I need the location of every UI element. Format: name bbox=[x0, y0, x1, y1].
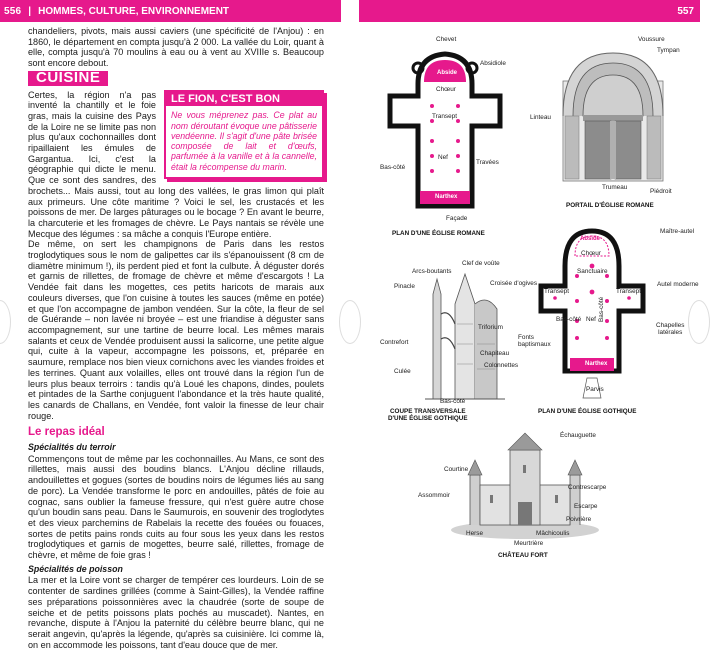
fion-box-title: LE FION, C'EST BON bbox=[166, 92, 322, 107]
page-gutter bbox=[341, 0, 359, 22]
left-column bbox=[28, 26, 324, 650]
croisee-dogives-label: Croisée d'ogives bbox=[490, 280, 538, 287]
absidiole-label: Absidiole bbox=[480, 60, 506, 67]
gothique-choeur-label: Chœur bbox=[581, 250, 601, 257]
header-separator: | bbox=[28, 5, 32, 17]
romane-transept-label: Transept bbox=[432, 113, 457, 120]
right-page-number: 557 bbox=[677, 5, 694, 17]
pinacle-label: Pinacle bbox=[394, 283, 415, 290]
cuisine-heading: CUISINE bbox=[28, 71, 108, 86]
intro-paragraph: chandeliers, pivots, mais aussi caviers (une spécificité de l'Anjou) : en 1860, le département en compta jusqu'à 2 000. La vallée du Loir, quant à elle, compta jusqu'à 70 moulins à eau ou à vent au XVIIIe s. Beaucoup sont encore debout. bbox=[28, 26, 324, 69]
gutter-thumb-tab bbox=[339, 300, 361, 344]
portail-drawing bbox=[555, 41, 670, 181]
repas-heading: Le repas idéal bbox=[28, 426, 105, 439]
clef-de-voute-label: Clef de voûte bbox=[462, 260, 500, 267]
left-thumb-tab bbox=[0, 300, 11, 344]
parvis-label: Parvis bbox=[586, 386, 604, 393]
gothique-transept-left-label: Transept bbox=[544, 288, 569, 295]
assommoir-label: Assommoir bbox=[418, 492, 450, 499]
facade-label: Façade bbox=[446, 215, 468, 222]
arcs-boutants-label: Arcs-boutants bbox=[412, 268, 452, 275]
contrescarpe-label: Contrescarpe bbox=[568, 484, 607, 491]
colonnettes-label: Colonnettes bbox=[484, 362, 519, 369]
gothique-bas-cote-vertical-label: Bas-côté bbox=[598, 296, 605, 322]
fonts-baptismaux-label: Fonts baptismaux bbox=[518, 334, 551, 349]
autel-moderne-label: Autel moderne bbox=[657, 281, 699, 288]
maitre-autel-label: Maître-autel bbox=[660, 228, 695, 235]
linteau-label: Linteau bbox=[530, 114, 551, 121]
gothique-nef-label: Nef bbox=[586, 316, 596, 323]
romane-plan-drawing bbox=[380, 26, 510, 236]
cuisine-paragraph-1: Certes, la région n'a pas inventé la chantilly et le foie gras, mais la cuisine des Pays de la Loire ne se limite pas non plus qu'aux cochonnailles dont ripaillaient les émules de Gargantua. Ici, c'est la géographie qui dicte le menu. Que ce sont des sandres, des brochets... Mais aussi, tout au long des vallées, le gras limon qui plaît aux primeurs. Une côte maritime ? Voici le sel, les crustacés et les poissons de mer. De larges pâturages ou le bocage ? En avant le beurre, la charcuterie et les fromages de chèvre. Le Pays nantais se révèle une Mecque des légumes : sa mâche a conquis l'Europe entière. bbox=[28, 89, 324, 239]
triforium-label: Triforium bbox=[478, 324, 503, 331]
cuisine-section bbox=[28, 90, 324, 422]
culee-label: Culée bbox=[394, 368, 411, 375]
section-title: HOMMES, CULTURE, ENVIRONNEMENT bbox=[38, 5, 230, 17]
trumeau-label: Trumeau bbox=[602, 184, 628, 191]
right-column-illustrations bbox=[380, 26, 700, 584]
portail-caption: PORTAIL D'ÉGLISE ROMANE bbox=[566, 202, 654, 209]
courtine-label: Courtine bbox=[444, 466, 469, 473]
contrefort-label: Contrefort bbox=[380, 339, 409, 346]
chateau-caption: CHÂTEAU FORT bbox=[498, 552, 548, 559]
romane-abside-label: Abside bbox=[437, 70, 458, 76]
escarpe-label: Escarpe bbox=[574, 503, 598, 510]
poisson-subheading: Spécialités de poisson bbox=[28, 563, 123, 574]
romane-narthex-label: Narthex bbox=[435, 194, 458, 200]
echauguette-label: Échauguette bbox=[560, 432, 596, 439]
gothique-transept-right-label: Transept bbox=[616, 288, 641, 295]
voussure-label: Voussure bbox=[638, 36, 665, 43]
coupe-bas-cote-label: Bas-côté bbox=[440, 398, 466, 405]
poivriere-label: Poivrière bbox=[566, 516, 592, 523]
romane-caption: PLAN D'UNE ÉGLISE ROMANE bbox=[392, 230, 485, 237]
cuisine-paragraph-2: De même, on sert les champignons de Paris dans les restos troglodytiques sous le nom de galipettes car ils s'épanouissent (8 cm de diamètre minimum !), ils perdent pied et font la culbute. À déguster dorés et garnis de rillettes, de fromage de chèvre et même d'escargots ! La Vendée fait dans les mogettes, ces petits haricots de marais aux couleurs diverses, que l'on cuisine à toutes les sauces (même en potée) et que l'on accompagne de jambon vendéen. Sur la côte, la fleur de sel de Guérande – non lavée ni broyée – est une friandise à déguster sans accompagnement, sur une tartine de beurre local. Les mêmes marais salants et ceux de Vendée produisent aussi la salicorne, une petite algue qui, cuite à la vapeur, accompagne les poissons, et, préparée en saumure, remplace nos bien vieux cornichons avec les viandes froides et les terrines. Quant aux volailles, elles ont trouvé dans la région l'un de leurs plus beaux terroirs : tandis qu'à Loué les chapons, dindes, poulets et pintades de la Sarthe conjuguent l'abondance et la très haute qualité, les canards de Challans, en Vendée, font valoir la finesse de leur chair rouge. bbox=[28, 239, 324, 421]
terroir-subheading: Spécialités du terroir bbox=[28, 442, 116, 453]
gothique-narthex-label: Narthex bbox=[585, 361, 608, 367]
tympan-label: Tympan bbox=[657, 47, 680, 54]
romane-choeur-label: Chœur bbox=[436, 86, 456, 93]
gothique-abside-label: Abside bbox=[580, 236, 601, 242]
chevet-label: Chevet bbox=[436, 36, 457, 43]
coupe-caption-line1: COUPE TRANSVERSALE bbox=[390, 408, 466, 415]
left-page-number: 556 bbox=[4, 5, 22, 17]
travees-label: Travées bbox=[476, 159, 499, 166]
romane-nef-label: Nef bbox=[438, 154, 448, 161]
fion-sidebar-box bbox=[164, 90, 324, 179]
chapelles-laterales-label: Chapelles latérales bbox=[656, 322, 685, 337]
terroir-paragraph: Commençons tout de même par les cochonnailles. Au Mans, ce sont des rillettes, mais aussi des boudins blancs. L'Anjou décline rillauds, andouillettes et gogues (sortes de boudins noirs de légumes liés au sang de porc). La Vendée transforme le porc en andouilles, pâtés de foie au cognac, sans oublier la fameuse fressure, qui n'est guère autre chose qu'un boudin sans peau. Dans le Saumurois, en souvenir des troglodytes et des vieux parchemins de Rabelais la recette des fouées ou fouaces, sortes de petits pains ronds cuits au four sous les yeux dans les restos troglodytiques et garnis de mogettes, beurre salé, rillettes, fromage de chèvre, et même de foie gras ! bbox=[28, 453, 324, 561]
romane-bas-cote-label: Bas-côté bbox=[380, 164, 406, 171]
chapiteau-label: Chapiteau bbox=[480, 350, 510, 357]
gothique-bas-cote-label: Bas-côté bbox=[556, 316, 582, 323]
herse-label: Herse bbox=[466, 530, 484, 537]
coupe-caption-line2: D'UNE ÉGLISE GOTHIQUE bbox=[388, 415, 468, 422]
sanctuaire-label: Sanctuaire bbox=[577, 268, 608, 275]
gothique-caption: PLAN D'UNE ÉGLISE GOTHIQUE bbox=[538, 408, 637, 415]
poisson-paragraph: La mer et la Loire vont se charger de tempérer ces lourdeurs. Loin de se contenter de sardines grillées (comme à Saint-Gilles), la Vendée raffine ses préparations poissonnières avec la chaudrée (sorte de soupe de seiche et de petits poissons plats pochés au muscadet). Nantes, en revanche, dispute à l'Anjou la paternité du célèbre beurre blanc, qui ne serait angevin, qu'après la légende, qu'après sa cuisinière. Ici comme là, on en accommode les poissons, tant d'eau douce que de mer. bbox=[28, 575, 324, 650]
meurtriere-label: Meurtrière bbox=[514, 540, 544, 547]
fion-box-text: Ne vous méprenez pas. Ce plat au nom déroutant évoque une pâtisserie vendéenne. Il s'agit d'une pâte brisée composée de lait et d'œufs, parfumée à la vanille et à la cannelle, était la récompense du marin. bbox=[171, 110, 317, 172]
piedroit-label: Piédroit bbox=[650, 188, 672, 195]
machicoulis-label: Mâchicoulis bbox=[536, 530, 570, 537]
